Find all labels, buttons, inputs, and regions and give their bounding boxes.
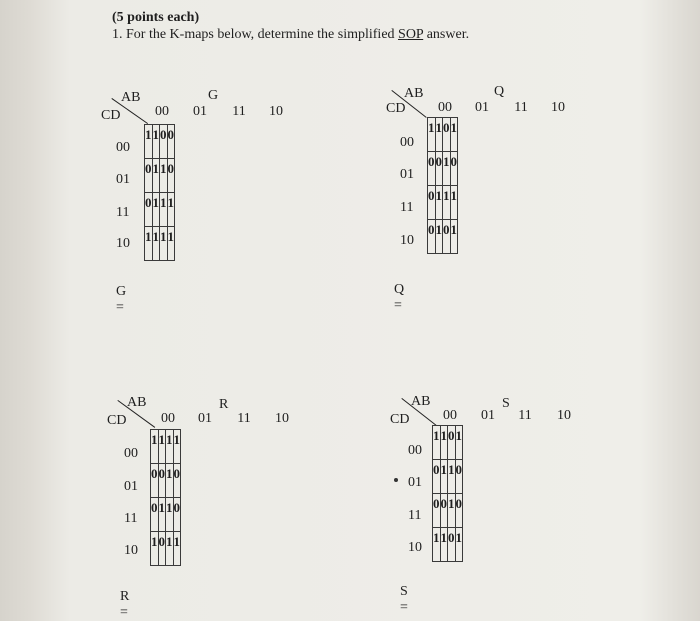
- kmap-ab-label: AB: [411, 394, 431, 409]
- kmap-col-header: 00: [438, 100, 452, 115]
- kmap-col-header: 11: [237, 411, 251, 426]
- kmap-cell: 1: [443, 152, 451, 186]
- kmap-row-header: 01: [400, 167, 414, 182]
- kmap-col-header: 11: [232, 104, 246, 119]
- kmap-grid: [427, 117, 458, 254]
- kmap-cell: 1: [440, 426, 448, 460]
- kmap-cell: 0: [450, 152, 458, 186]
- answer-label: G =: [116, 284, 127, 315]
- kmap-cell: 1: [152, 159, 160, 193]
- kmap-cell: 0: [160, 125, 168, 159]
- kmap-col-header: 10: [275, 411, 289, 426]
- question-text: [112, 26, 469, 43]
- kmap-cell: 0: [151, 498, 159, 532]
- kmap-col-header: 11: [514, 100, 528, 115]
- kmap-col-header: 01: [475, 100, 489, 115]
- kmap-cell: 1: [433, 426, 441, 460]
- answer-label: Q =: [394, 282, 405, 313]
- kmap-ab-label: AB: [121, 90, 141, 105]
- kmap-cd-label: CD: [390, 412, 410, 427]
- answer-label: S =: [400, 584, 408, 615]
- kmap-cell: 0: [435, 152, 443, 186]
- points-label: (5 points each): [112, 10, 200, 25]
- kmap-row-header: 00: [400, 135, 414, 150]
- kmap-row-header: 11: [400, 200, 414, 215]
- kmap-cell: 1: [428, 118, 436, 152]
- kmap-cell: 1: [455, 528, 463, 562]
- kmap-variable: R: [219, 397, 229, 412]
- kmap-cell: 1: [166, 464, 174, 498]
- kmap-cell: 1: [173, 430, 181, 464]
- kmap-cell: 1: [435, 186, 443, 220]
- kmap-ab-label: AB: [127, 395, 147, 410]
- kmap-cell: 1: [167, 193, 175, 227]
- kmap-cell: 0: [455, 460, 463, 494]
- kmap-cell: 0: [440, 494, 448, 528]
- kmap-col-header: 01: [198, 411, 212, 426]
- kmap-cell: 1: [160, 227, 168, 261]
- kmap-grid: [432, 425, 463, 562]
- kmap-cell: 1: [151, 430, 159, 464]
- kmap-cell: 1: [145, 125, 153, 159]
- kmap-grid: [150, 429, 181, 566]
- kmap-col-header: 10: [269, 104, 283, 119]
- kmap-cell: 1: [455, 426, 463, 460]
- kmap-col-header: 00: [161, 411, 175, 426]
- kmap-cell: 0: [428, 152, 436, 186]
- kmap-cell: 1: [448, 460, 456, 494]
- kmap-cell: 0: [428, 186, 436, 220]
- kmap-cell: 1: [152, 125, 160, 159]
- kmap-cell: 1: [435, 220, 443, 254]
- kmap-cell: 1: [167, 227, 175, 261]
- stray-dot: [394, 478, 398, 482]
- kmap-cell: 0: [173, 498, 181, 532]
- kmap-cell: 1: [435, 118, 443, 152]
- kmap-cell: 1: [160, 193, 168, 227]
- kmap-row-header: 10: [408, 540, 422, 555]
- kmap-row-header: 00: [124, 446, 138, 461]
- kmap-cell: 0: [428, 220, 436, 254]
- kmap-cell: 1: [450, 220, 458, 254]
- kmap-row-header: 10: [116, 236, 130, 251]
- kmap-cell: 1: [152, 193, 160, 227]
- kmap-cell: 1: [158, 430, 166, 464]
- kmap-cell: 1: [166, 498, 174, 532]
- kmap-cd-label: CD: [386, 101, 406, 116]
- kmap-cell: 1: [158, 498, 166, 532]
- question-prefix: 1. For the K-maps below, determine the simplified: [112, 27, 399, 42]
- kmap-cell: 1: [151, 532, 159, 566]
- kmap-cell: 1: [448, 494, 456, 528]
- kmap-cell: 0: [145, 159, 153, 193]
- kmap-cell: 0: [448, 528, 456, 562]
- kmap-row-header: 11: [408, 508, 422, 523]
- question-header: [112, 9, 469, 43]
- kmap-cell: 0: [158, 532, 166, 566]
- kmap-cell: 0: [455, 494, 463, 528]
- kmap-cell: 1: [166, 532, 174, 566]
- kmap-cd-label: CD: [101, 108, 121, 123]
- question-suffix: answer.: [423, 27, 470, 42]
- kmap-cell: 0: [448, 426, 456, 460]
- kmap-row-header: 00: [116, 140, 130, 155]
- kmap-cell: 1: [450, 186, 458, 220]
- kmap-variable: Q: [494, 84, 505, 99]
- kmap-cell: 1: [152, 227, 160, 261]
- kmap-cell: 0: [433, 460, 441, 494]
- kmap-cell: 0: [167, 125, 175, 159]
- kmap-col-header: 00: [155, 104, 169, 119]
- kmap-row-header: 00: [408, 443, 422, 458]
- kmap-cell: 0: [158, 464, 166, 498]
- kmap-cell: 0: [145, 193, 153, 227]
- kmap-row-header: 01: [408, 475, 422, 490]
- kmap-cell: 1: [145, 227, 153, 261]
- kmap-col-header: 00: [443, 408, 457, 423]
- kmap-cell: 1: [440, 528, 448, 562]
- kmap-col-header: 10: [557, 408, 571, 423]
- kmap-cell: 1: [433, 528, 441, 562]
- kmap-cell: 1: [160, 159, 168, 193]
- kmap-cell: 0: [443, 118, 451, 152]
- kmap-row-header: 10: [400, 233, 414, 248]
- kmap-col-header: 11: [518, 408, 532, 423]
- kmap-cell: 0: [151, 464, 159, 498]
- kmap-cell: 0: [433, 494, 441, 528]
- kmap-ab-label: AB: [404, 86, 424, 101]
- kmap-col-header: 10: [551, 100, 565, 115]
- kmap-cell: 0: [167, 159, 175, 193]
- kmap-cell: 1: [166, 430, 174, 464]
- kmap-cell: 1: [173, 532, 181, 566]
- kmap-col-header: 01: [481, 408, 495, 423]
- kmap-cell: 0: [173, 464, 181, 498]
- answer-label: R =: [120, 589, 130, 620]
- kmap-col-header: 01: [193, 104, 207, 119]
- sop-underlined: SOP: [398, 27, 424, 42]
- kmap-row-header: 11: [116, 205, 130, 220]
- kmap-row-header: 11: [124, 511, 138, 526]
- kmap-row-header: 01: [116, 172, 130, 187]
- kmap-variable: S: [502, 396, 510, 411]
- kmap-row-header: 10: [124, 543, 138, 558]
- kmap-grid: [144, 124, 175, 261]
- kmap-row-header: 01: [124, 479, 138, 494]
- kmap-cd-label: CD: [107, 413, 127, 428]
- kmap-cell: 1: [450, 118, 458, 152]
- kmap-cell: 1: [440, 460, 448, 494]
- kmap-variable: G: [208, 88, 219, 103]
- kmap-cell: 1: [443, 186, 451, 220]
- kmap-cell: 0: [443, 220, 451, 254]
